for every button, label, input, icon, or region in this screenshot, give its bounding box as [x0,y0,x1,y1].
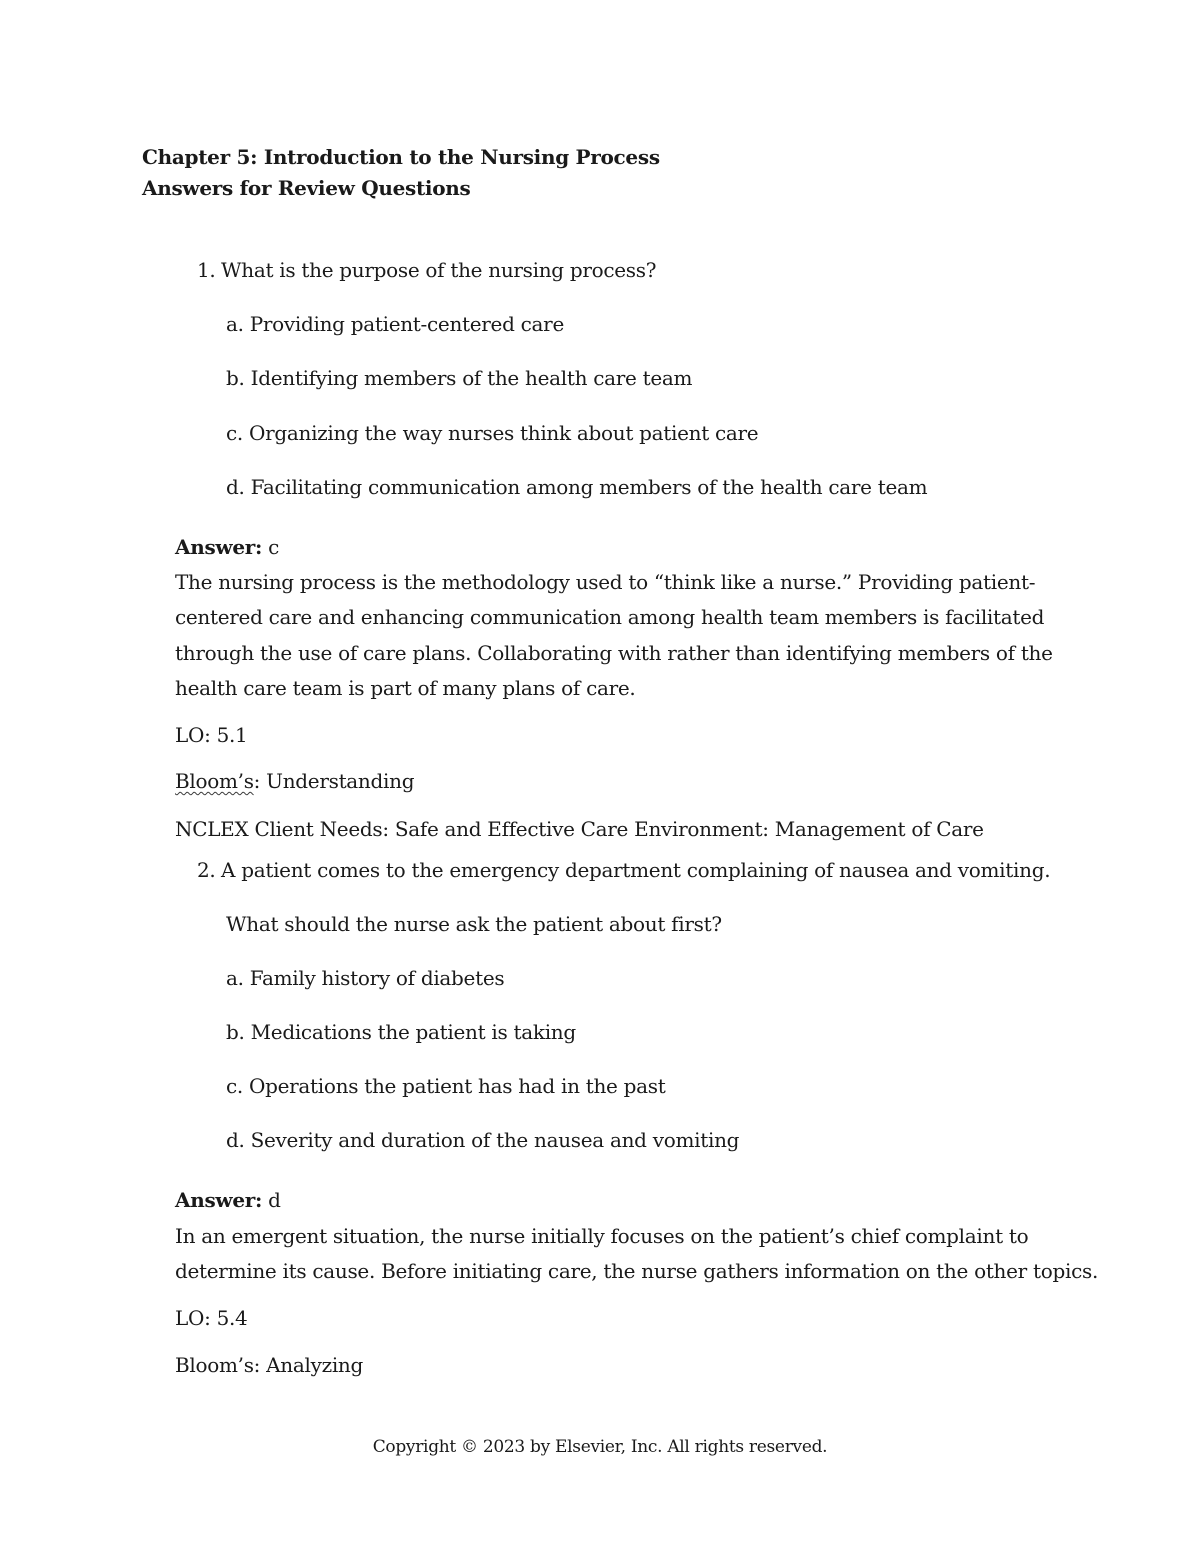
rationale-line: through the use of care plans. Collaborating with rather than identifying members of the [175,641,1053,665]
answer-value: c [268,535,280,559]
blooms-level [175,769,414,793]
learning-objective: LO: 5.4 [175,1306,248,1330]
option-c: c. Operations the patient has had in the past [226,1074,666,1098]
learning-objective: LO: 5.1 [175,723,248,747]
rationale-line: centered care and enhancing communication among health team members is facilitated [175,605,1045,629]
option-a: a. Family history of diabetes [226,966,505,990]
option-d: d. Severity and duration of the nausea and vomiting [226,1128,740,1152]
option-c: c. Organizing the way nurses think about patient care [226,421,759,445]
rationale-line: The nursing process is the methodology used to “think like a nurse.” Providing patient- [175,570,1036,594]
rationale-line: determine its cause. Before initiating care, the nurse gathers information on the other topics. [175,1259,1098,1283]
spellcheck-word: Bloom’s [175,769,254,793]
chapter-title: Chapter 5: Introduction to the Nursing Process [142,145,660,169]
option-d: d. Facilitating communication among members of the health care team [226,475,928,499]
nclex-client-needs: NCLEX Client Needs: Safe and Effective Care Environment: Management of Care [175,817,984,841]
answer-label: Answer: [175,535,263,559]
answer-label: Answer: [175,1188,263,1212]
answer-value: d [268,1188,281,1212]
page-subtitle: Answers for Review Questions [142,176,471,200]
answer-line [175,535,279,559]
question-stem-continued: What should the nurse ask the patient about first? [226,912,722,936]
question-number: 2. [197,858,216,882]
blooms-level: Bloom’s: Analyzing [175,1353,364,1377]
option-a: a. Providing patient-centered care [226,312,564,336]
rationale-line: In an emergent situation, the nurse initially focuses on the patient’s chief complaint to [175,1224,1029,1248]
rationale-line: health care team is part of many plans of care. [175,676,636,700]
blooms-value: : Understanding [253,769,415,793]
copyright-footer: Copyright © 2023 by Elsevier, Inc. All rights reserved. [372,1437,828,1457]
option-b: b. Medications the patient is taking [226,1020,576,1044]
question-stem: A patient comes to the emergency department complaining of nausea and vomiting. [221,858,1051,882]
question-number: 1. [197,258,216,282]
question-stem: What is the purpose of the nursing process? [221,258,657,282]
answer-line [175,1188,281,1212]
option-b: b. Identifying members of the health care team [226,366,693,390]
